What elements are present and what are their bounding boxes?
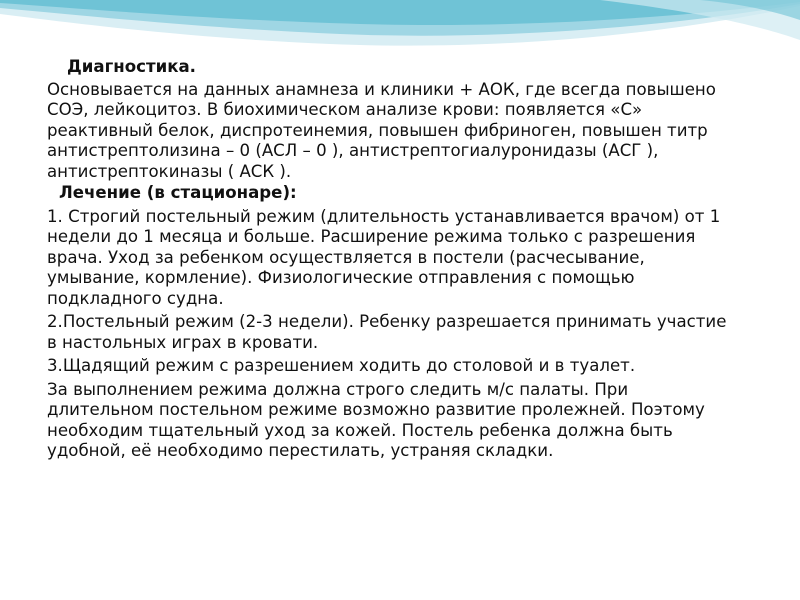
list-item-number: 3.	[47, 356, 63, 375]
list-item-number: 2.	[47, 312, 63, 331]
closing-paragraph: За выполнением режима должна строго следить м/с палаты. При длительном постельном режиме возможно развитие пролежней. Поэтому необходим тщательный уход за кожей. Постель ребенка должна быть удобной, её необходимо перестилать, устраняя складки.	[47, 379, 705, 460]
list-item-text: Щадящий режим с разрешением ходить до столовой и в туалет.	[62, 356, 636, 375]
list-item	[47, 312, 737, 353]
list-item-text: Постельный режим (2-3 недели). Ребенку разрешается принимать участие в настольных играх в кровати.	[47, 312, 727, 352]
diagnostics-paragraph: Основывается на данных анамнеза и клиники + АОК, где всегда повышено СОЭ, лейкоцитоз. В биохимическом анализе крови: появляется «С» реактивный белок, диспротеинемия, повышен фибриноген, повышен титр антистрептолизина – 0 (АСЛ – 0 ), антистрептогиалуронидазы (АСГ ), антистрептокиназы ( АСК ).	[47, 79, 716, 181]
list-item-text: Строгий постельный режим (длительность устанавливается врачом) от 1 недели до 1 месяца и больше. Расширение режима только с разрешения врача. Уход за ребенком осуществляется в постели (расчесывание, умывание, кормление). Физиологические отправления с помощью подкладного судна.	[47, 206, 721, 308]
list-item	[47, 356, 737, 377]
treatment-heading: Лечение (в стационаре):	[59, 183, 297, 202]
diagnostics-heading: Диагностика.	[67, 57, 196, 76]
slide-content	[47, 57, 737, 462]
list-item	[47, 207, 737, 310]
list-item-number: 1.	[47, 206, 63, 226]
